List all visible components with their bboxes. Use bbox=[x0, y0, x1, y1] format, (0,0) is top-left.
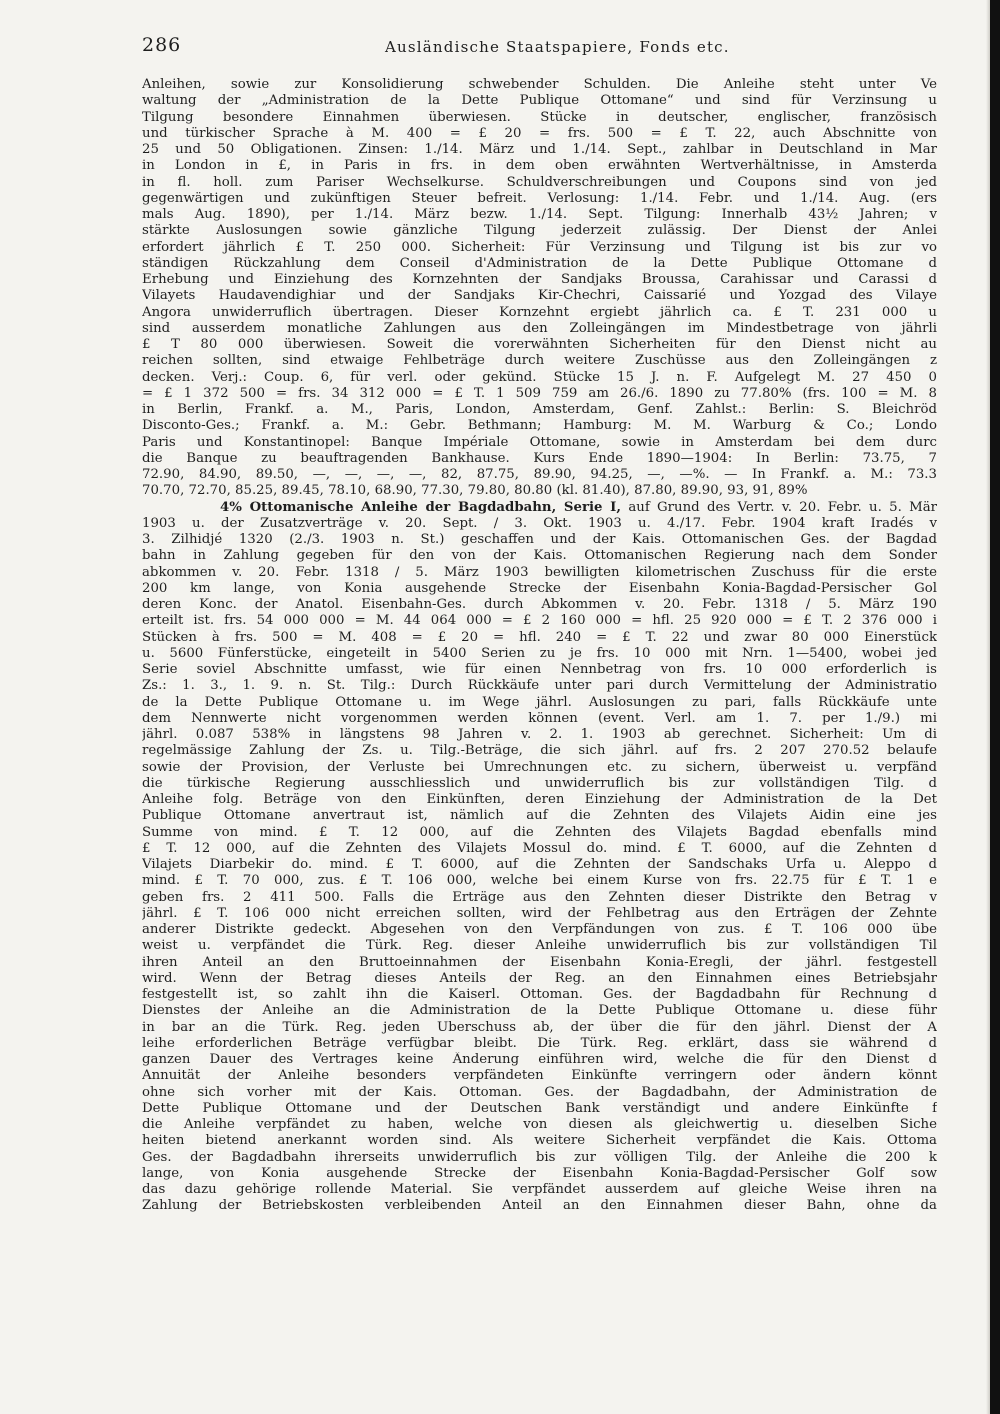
text-line: erteilt ist. frs. 54 000 000 = M. 44 064 000 = £ 2 160 000 = hfl. 25 920 000 = £ T. 2 376 000 i bbox=[142, 613, 937, 629]
text-line: Summe von mind. £ T. 12 000, auf die Zehnten des Vilajets Bagdad ebenfalls mind bbox=[142, 824, 937, 840]
text-line: Publique Ottomane anvertraut ist, nämlich auf die Zehnten des Vilajets Aidin eine jes bbox=[142, 808, 937, 824]
text-line: und türkischer Sprache à M. 400 = £ 20 = frs. 500 = £ T. 22, auch Abschnitte von bbox=[142, 125, 937, 141]
text-line: Dette Publique Ottomane und der Deutschen Bank verständigt und andere Einkünfte f bbox=[142, 1100, 937, 1116]
text-line: Paris und Konstantinopel: Banque Impériale Ottomane, sowie in Amsterdam bei dem durc bbox=[142, 434, 937, 450]
text-line: 70.70, 72.70, 85.25, 89.45, 78.10, 68.90, 77.30, 79.80, 80.80 (kl. 81.40), 87.80, 89.90, 93, 91, 89% bbox=[142, 483, 808, 499]
text-line: ohne sich vorher mit der Kais. Ottoman. Ges. der Bagdadbahn, der Administration de bbox=[142, 1084, 937, 1100]
text-line: heiten bietend anerkannt worden sind. Als weitere Sicherheit verpfändet die Kais. Ottoma bbox=[142, 1133, 937, 1149]
page-edge bbox=[990, 0, 1000, 1414]
text-line: die Anleihe verpfändet zu haben, welche von diesen als gleichwertig u. dieselben Siche bbox=[142, 1117, 937, 1132]
text-line: Anleihen, sowie zur Konsolidierung schwebender Schulden. Die Anleihe steht unter Ve bbox=[142, 77, 937, 92]
text-line: erfordert jährlich £ T. 250 000. Sicherheit: Für Verzinsung und Tilgung ist bis zur vo bbox=[142, 239, 937, 255]
text-line: 3. Zilhidjé 1320 (2./3. 1903 n. St.) geschaffen und der Kais. Ottomanischen Ges. der Bagdad bbox=[142, 532, 937, 547]
text-line: waltung der „Administration de la Dette Publique Ottomane“ und sind für Verzinsung u bbox=[142, 93, 937, 109]
text-line: £ T 80 000 überwiesen. Soweit die vorerwähnten Sicherheiten für den Dienst nicht au bbox=[142, 337, 937, 352]
text-line: de la Dette Publique Ottomane u. im Wege jährl. Auslosungen zu pari, falls Rückkäufe unte bbox=[142, 694, 937, 710]
text-line: bahn in Zahlung gegeben für den von der Kais. Ottomanischen Regierung nach dem Sonder bbox=[142, 548, 937, 564]
section-heading-continuation: auf Grund des Vertr. v. 20. Febr. u. 5. Mär bbox=[621, 499, 937, 515]
text-line: Zahlung der Betriebskosten verbleibenden Anteil an den Einnahmen dieser Bahn, ohne da bbox=[142, 1198, 937, 1214]
text-line: decken. Verj.: Coup. 6, für verl. oder gekünd. Stücke 15 J. n. F. Aufgelegt M. 27 450 0 bbox=[142, 369, 937, 385]
text-line: Angora unwiderruflich übertragen. Dieser Kornzehnt ergiebt jährlich ca. £ T. 231 000 u bbox=[142, 304, 937, 320]
text-line: Anleihe folg. Beträge von den Einkünften, deren Einziehung der Administration de la Det bbox=[142, 792, 937, 807]
text-line: lange, von Konia ausgehende Strecke der Eisenbahn Konia-Bagdad-Persischer Golf sow bbox=[142, 1165, 937, 1181]
running-title: Ausländische Staatspapiere, Fonds etc. bbox=[385, 38, 730, 56]
text-line: Disconto-Ges.; Frankf. a. M.: Gebr. Bethmann; Hamburg: M. M. Warburg & Co.; Londo bbox=[142, 418, 937, 434]
text-line: stärkte Auslosungen sowie gänzliche Tilgung jederzeit zulässig. Der Dienst der Anlei bbox=[142, 223, 937, 239]
text-line: jährl. £ T. 106 000 nicht erreichen sollten, wird der Fehlbetrag aus den Erträgen der Zehnte bbox=[142, 905, 937, 921]
text-line: gegenwärtigen und zukünftigen Steuer befreit. Verlosung: 1./14. Febr. und 1./14. Aug. (ers bbox=[142, 190, 937, 206]
text-line: Vilajets Diarbekir do. mind. £ T. 6000, auf die Zehnten der Sandschaks Urfa u. Aleppo d bbox=[142, 857, 937, 872]
text-line: ständigen Rückzahlung dem Conseil d'Administration de la Dette Publique Ottomane d bbox=[142, 255, 937, 271]
body-text bbox=[142, 77, 937, 1215]
text-line: Dienstes der Anleihe an die Administration de la Dette Publique Ottomane u. diese führ bbox=[142, 1003, 937, 1019]
text-line: in bar an die Türk. Reg. jeden Überschuss ab, der über die für den jährl. Dienst der A bbox=[142, 1019, 937, 1035]
text-line: 1903 u. der Zusatzverträge v. 20. Sept. / 3. Okt. 1903 u. 4./17. Febr. 1904 kraft Iradés v bbox=[142, 515, 937, 531]
text-line: anderer Distrikte gedeckt. Abgesehen von den Verpfändungen von zus. £ T. 106 000 übe bbox=[142, 922, 937, 937]
text-line: festgestellt ist, so zahlt ihn die Kaiserl. Ottoman. Ges. der Bagdadbahn für Rechnung d bbox=[142, 987, 937, 1002]
text-line: wird. Wenn der Betrag dieses Anteils der Reg. an den Einnahmen eines Betriebsjahr bbox=[142, 970, 937, 986]
text-line: mind. £ T. 70 000, zus. £ T. 106 000, welche bei einem Kurse von frs. 22.75 für £ T. 1 e bbox=[142, 873, 937, 889]
text-line: geben frs. 2 411 500. Falls die Erträge aus den Zehnten dieser Distrikte den Betrag v bbox=[142, 889, 937, 905]
text-line: in London in £, in Paris in frs. in dem oben erwähnten Wertverhältnisse, in Amsterda bbox=[142, 158, 937, 174]
text-line: ihren Anteil an den Bruttoeinnahmen der Eisenbahn Konia-Eregli, der jährl. festgestell bbox=[142, 954, 937, 970]
text-line: Ges. der Bagdadbahn ihrerseits unwiderruflich bis zur völligen Tilg. der Anleihe die 200 k bbox=[142, 1149, 937, 1165]
text-line: = £ 1 372 500 = frs. 34 312 000 = £ T. 1 509 759 am 26./6. 1890 zu 77.80% (frs. 100 = M. 8 bbox=[142, 385, 937, 401]
text-line: die türkische Regierung ausschliesslich und unwiderruflich bis zur vollständigen Tilg. d bbox=[142, 775, 937, 791]
text-line: jährl. 0.087 538% in längstens 98 Jahren v. 2. 1. 1903 ab gerechnet. Sicherheit: Um di bbox=[142, 727, 937, 742]
text-line: 72.90, 84.90, 89.50, —, —, —, —, 82, 87.75, 89.90, 94.25, —, —%. — In Frankf. a. M.: 73.3 bbox=[142, 467, 937, 482]
text-line: mals Aug. 1890), per 1./14. März bezw. 1./14. Sept. Tilgung: Innerhalb 43½ Jahren; v bbox=[142, 207, 937, 222]
text-line: Stücken à frs. 500 = M. 408 = £ 20 = hfl. 240 = £ T. 22 und zwar 80 000 Einerstück bbox=[142, 629, 937, 645]
text-line: Vilayets Haudavendighiar und der Sandjaks Kir-Chechri, Caissarié und Yozgad des Vilaye bbox=[142, 288, 937, 304]
page-number: 286 bbox=[142, 34, 182, 56]
text-line: das dazu gehörige rollende Material. Sie verpfändet ausserdem auf gleiche Weise ihren na bbox=[142, 1182, 937, 1197]
text-line: reichen sollten, sind etwaige Fehlbeträge durch weitere Zuschüsse aus den Zolleingängen z bbox=[142, 353, 937, 369]
text-line: Annuität der Anleihe besonders verpfändeten Einkünfte verringern oder ändern könnt bbox=[142, 1068, 937, 1084]
text-line: regelmässige Zahlung der Zs. u. Tilg.-Beträge, die sich jährl. auf frs. 2 207 270.52 belaufe bbox=[142, 743, 937, 759]
text-line: Serie soviel Abschnitte umfasst, wie für einen Nennbetrag von frs. 10 000 erforderlich is bbox=[142, 662, 937, 677]
text-line: ganzen Dauer des Vertrages keine Änderung einführen wird, welche die für den Dienst d bbox=[142, 1052, 937, 1067]
text-line: Erhebung und Einziehung des Kornzehnten der Sandjaks Broussa, Carahissar und Carassi d bbox=[142, 272, 937, 287]
text-line: die Banque zu beauftragenden Bankhause. Kurs Ende 1890—1904: In Berlin: 73.75, 7 bbox=[142, 450, 937, 466]
text-line: deren Konc. der Anatol. Eisenbahn-Ges. durch Abkommen v. 20. Febr. 1318 / 5. März 190 bbox=[142, 597, 937, 612]
text-line: in Berlin, Frankf. a. M., Paris, London, Amsterdam, Genf. Zahlst.: Berlin: S. Bleichröd bbox=[142, 402, 937, 417]
text-line: sind ausserdem monatliche Zahlungen aus den Zolleingängen im Mindestbetrage von jährli bbox=[142, 320, 937, 336]
section-heading: 4% Ottomanische Anleihe der Bagdadbahn, Serie I, bbox=[220, 499, 622, 515]
section-heading-line bbox=[142, 500, 937, 516]
text-line: weist u. verpfändet die Türk. Reg. dieser Anleihe unwiderruflich bis zur vollständigen Til bbox=[142, 938, 937, 954]
text-line: £ T. 12 000, auf die Zehnten des Vilajets Mossul do. mind. £ T. 6000, auf die Zehnten d bbox=[142, 840, 937, 856]
text-line: abkommen v. 20. Febr. 1318 / 5. März 1903 bewilligten kilometrischen Zuschuss für die erste bbox=[142, 564, 937, 580]
page-header bbox=[0, 30, 1000, 60]
text-line: Zs.: 1. 3., 1. 9. n. St. Tilg.: Durch Rückkäufe unter pari durch Vermittelung der Administratio bbox=[142, 678, 937, 694]
text-line: 200 km lange, von Konia ausgehende Strecke der Eisenbahn Konia-Bagdad-Persischer Gol bbox=[142, 580, 937, 596]
text-line: 25 und 50 Obligationen. Zinsen: 1./14. März und 1./14. Sept., zahlbar in Deutschland in Mar bbox=[142, 142, 937, 157]
text-line: u. 5600 Fünferstücke, eingeteilt in 5400 Serien zu je frs. 10 000 mit Nrn. 1—5400, wobei jed bbox=[142, 645, 937, 661]
text-line: sowie der Provision, der Verluste bei Umrechnungen etc. zu sichern, überweist u. verpfänd bbox=[142, 759, 937, 775]
text-line: leihe erforderlichen Beträge verfügbar bleibt. Die Türk. Reg. erklärt, dass sie während d bbox=[142, 1035, 937, 1051]
text-line: Tilgung besondere Einnahmen überwiesen. Stücke in deutscher, englischer, französisch bbox=[142, 109, 937, 125]
text-line: in fl. holl. zum Pariser Wechselkurse. Schuldverschreibungen und Coupons sind von jed bbox=[142, 174, 937, 190]
text-line: dem Nennwerte nicht vorgenommen werden können (event. Verl. am 1. 7. per 1./9.) mi bbox=[142, 710, 937, 726]
